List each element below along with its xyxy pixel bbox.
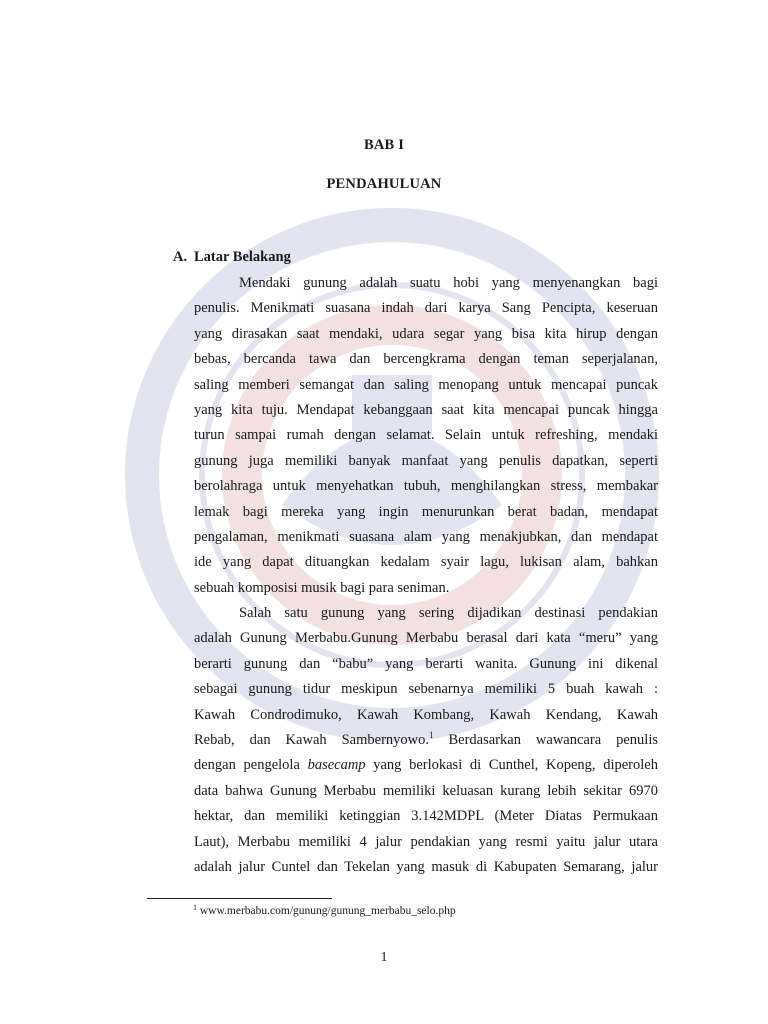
footnote-number: 1: [193, 903, 197, 912]
paragraph-line: sebagai gunung tidur meskipun sebenarnya memiliki 5 buah kawah :: [194, 681, 658, 698]
section-letter: A.: [173, 249, 188, 265]
paragraph-line: Kawah Condrodimuko, Kawah Kombang, Kawah Kendang, Kawah: [194, 706, 658, 723]
paragraph-line: [194, 728, 658, 753]
paragraph-line: ide yang dapat dituangkan kedalam syair lagu, lukisan alam, bahkan: [194, 554, 658, 571]
text-span: dengan pengelola: [194, 757, 308, 774]
paragraph-line: adalah Gunung Merbabu.Gunung Merbabu berasal dari kata “meru” yang: [194, 630, 658, 647]
footnote-reference[interactable]: 1: [429, 730, 434, 741]
paragraph-line: yang dirasakan saat mendaki, udara segar yang bisa kita hirup dengan: [194, 325, 658, 342]
paragraph-line: penulis. Menikmati suasana indah dari karya Sang Pencipta, keseruan: [194, 300, 658, 317]
paragraph-line: [194, 753, 658, 778]
body-text: [194, 271, 658, 880]
paragraph-line: berarti gunung dan “babu” yang berarti wanita. Gunung ini dikenal: [194, 655, 658, 672]
paragraph-line: sebuah komposisi musik bagi para seniman.: [194, 579, 450, 596]
page-number: 1: [380, 950, 388, 965]
paragraph-line: bebas, bercanda tawa dan bercengkrama dengan teman seperjalanan,: [194, 351, 658, 368]
chapter-title: PENDAHULUAN: [326, 176, 442, 192]
paragraph-line: saling memberi semangat dan saling menopang untuk mencapai puncak: [194, 376, 658, 393]
paragraph-line: hektar, dan memiliki ketinggian 3.142MDPL (Meter Diatas Permukaan: [194, 808, 658, 825]
paragraph-line: lemak bagi mereka yang ingin menurunkan berat badan, mendapat: [194, 503, 658, 520]
paragraph-line: data bahwa Gunung Merbabu memiliki keluasan kurang lebih sekitar 6970: [194, 782, 658, 799]
footnote-divider: [147, 898, 332, 899]
text-span: Rebab, dan Kawah Sambernyowo.: [194, 732, 429, 749]
paragraph-line: Salah satu gunung yang sering dijadikan destinasi pendakian: [239, 605, 658, 622]
paragraph-line: Mendaki gunung adalah suatu hobi yang menyenangkan bagi: [239, 275, 658, 291]
paragraph-line: Laut), Merbabu memiliki 4 jalur pendakian yang resmi yaitu jalur utara: [194, 833, 658, 850]
section-title: Latar Belakang: [194, 249, 291, 265]
paragraph-line: adalah jalur Cuntel dan Tekelan yang masuk di Kabupaten Semarang, jalur: [194, 858, 658, 875]
footnote: [193, 905, 456, 917]
footnote-text: www.merbabu.com/gunung/gunung_merbabu_selo.php: [197, 905, 456, 917]
text-span: yang berlokasi di Cunthel, Kopeng, diperoleh: [365, 757, 658, 774]
paragraph-line: pengalaman, menikmati suasana alam yang menakjubkan, dan mendapat: [194, 528, 658, 545]
paragraph-line: gunung juga memiliki banyak manfaat yang penulis dapatkan, seperti: [194, 452, 658, 469]
chapter-label: BAB I: [363, 137, 405, 153]
paragraph-line: berolahraga untuk menyehatkan tubuh, menghilangkan stress, membakar: [194, 478, 658, 495]
italic-term: basecamp: [307, 757, 366, 774]
text-span: Berdasarkan wawancara penulis: [433, 732, 658, 749]
paragraph-line: turun sampai rumah dengan selamat. Selain untuk refreshing, mendaki: [194, 427, 658, 444]
section-heading: [173, 249, 291, 266]
paragraph-line: yang kita tuju. Mendapat kebanggaan saat kita mencapai puncak hingga: [194, 401, 658, 418]
